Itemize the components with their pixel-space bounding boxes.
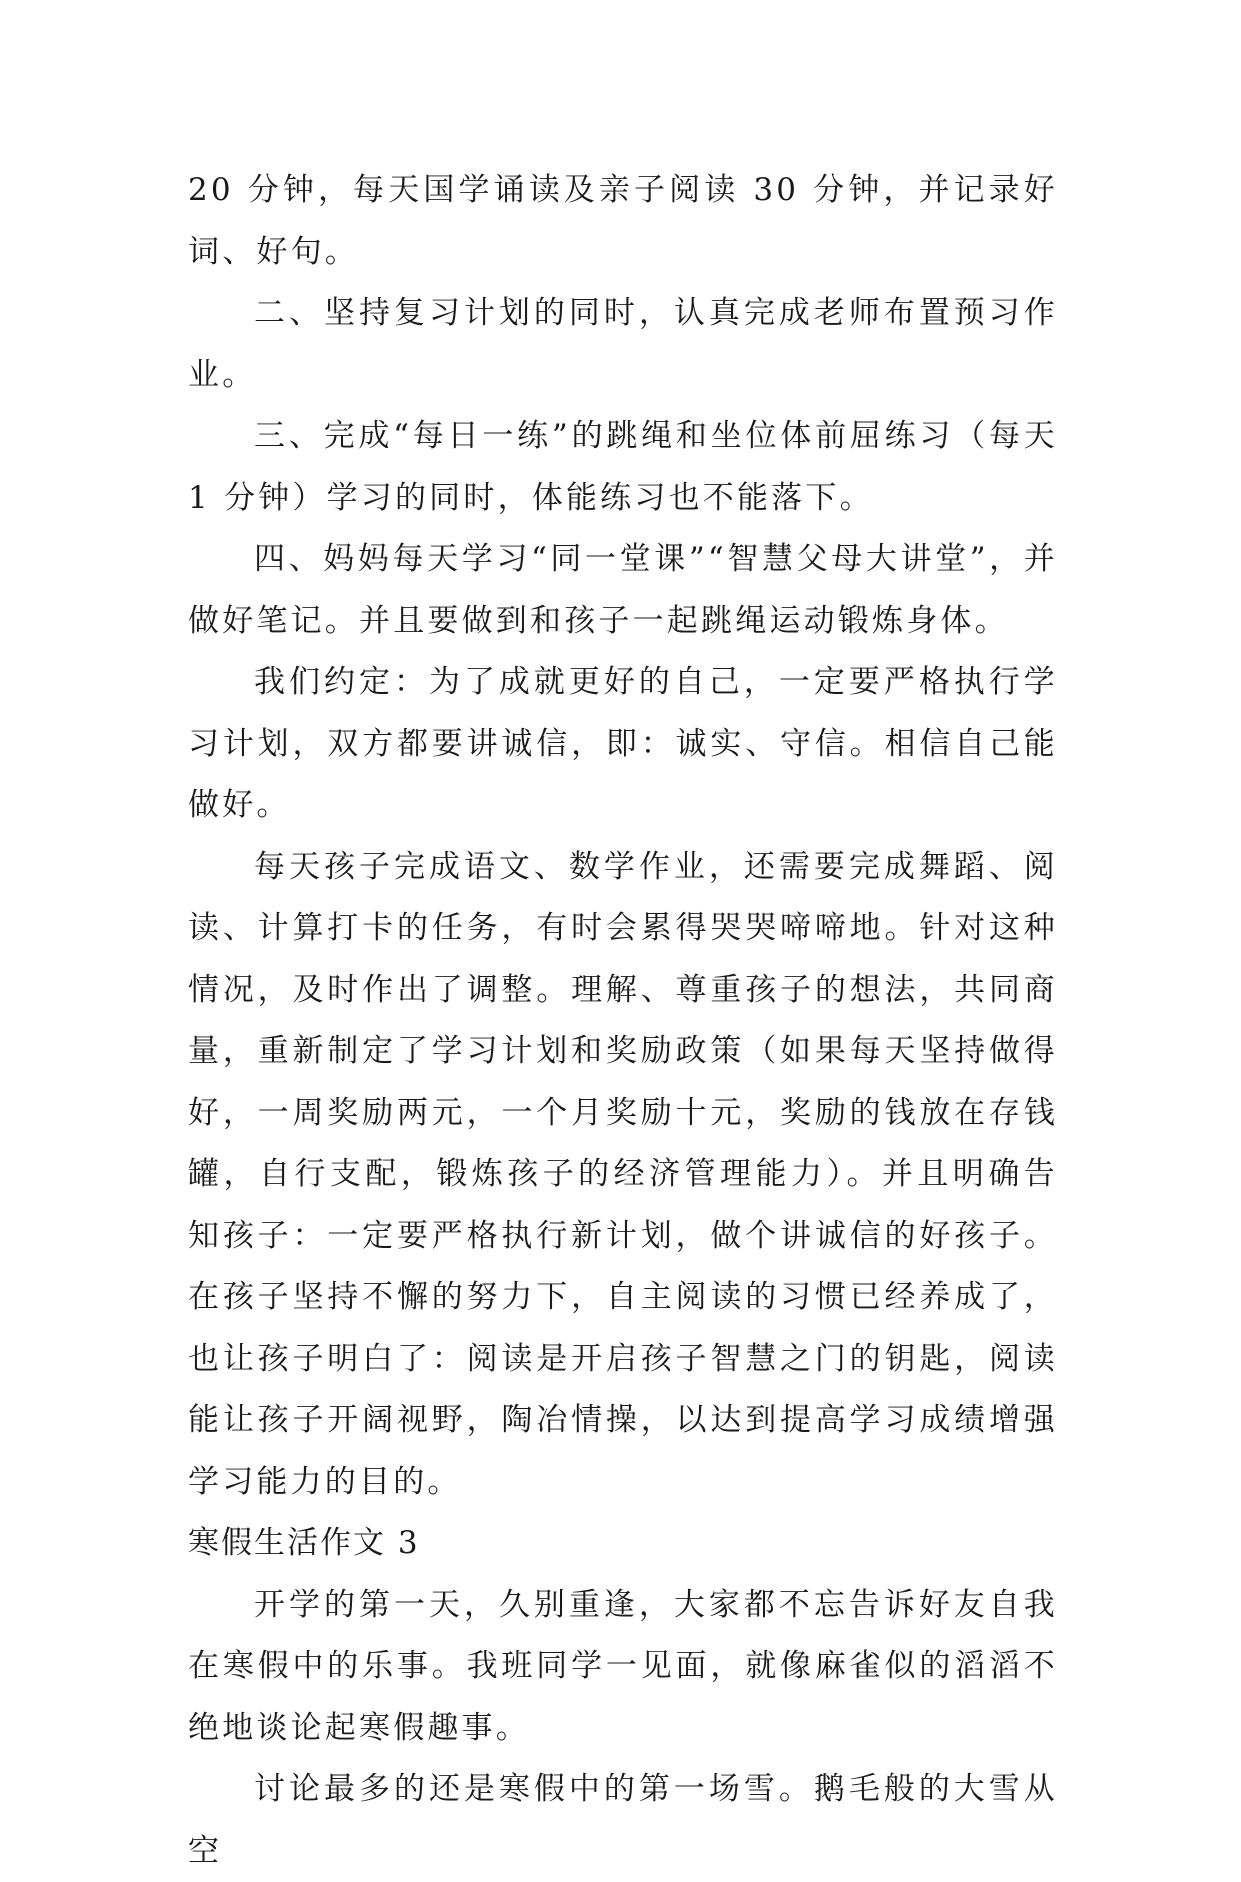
paragraph-item-4: 四、妈妈每天学习“同一堂课”“智慧父母大讲堂”，并做好笔记。并且要做到和孩子一起跳绳运动锻炼身体。 (188, 541, 1058, 639)
document-body (188, 160, 1058, 1882)
section-heading: 寒假生活作文 3 (188, 1525, 420, 1561)
paragraph-daily-tasks: 每天孩子完成语文、数学作业，还需要完成舞蹈、阅读、计算打卡的任务，有时会累得哭哭啼啼地。针对这种情况，及时作出了调整。理解、尊重孩子的想法，共同商量，重新制定了学习计划和奖励政策（如果每天坚持做得好，一周奖励两元，一个月奖励十元，奖励的钱放在存钱罐，自行支配，锻炼孩子的经济管理能力）。并且明确告知孩子：一定要严格执行新计划，做个讲诚信的好孩子。在孩子坚持不懈的努力下，自主阅读的习惯已经养成了，也让孩子明白了：阅读是开启孩子智慧之门的钥匙，阅读能让孩子开阔视野，陶冶情操，以达到提高学习成绩增强学习能力的目的。 (188, 848, 1058, 1500)
paragraph-item-2: 二、坚持复习计划的同时，认真完成老师布置预习作业。 (188, 295, 1058, 393)
paragraph-first-day: 开学的第一天，久别重逢，大家都不忘告诉好友自我在寒假中的乐事。我班同学一见面，就像麻雀似的滔滔不绝地谈论起寒假趣事。 (188, 1586, 1058, 1746)
paragraph-first-snow: 讨论最多的还是寒假中的第一场雪。鹅毛般的大雪从空 (188, 1771, 1058, 1869)
paragraph-continued: 20 分钟，每天国学诵读及亲子阅读 30 分钟，并记录好词、好句。 (188, 172, 1058, 270)
paragraph-agreement: 我们约定：为了成就更好的自己，一定要严格执行学习计划，双方都要讲诚信，即：诚实、守信。相信自己能做好。 (188, 664, 1058, 823)
paragraph-item-3: 三、完成“每日一练”的跳绳和坐位体前屈练习（每天 1 分钟）学习的同时，体能练习也不能落下。 (188, 418, 1058, 516)
